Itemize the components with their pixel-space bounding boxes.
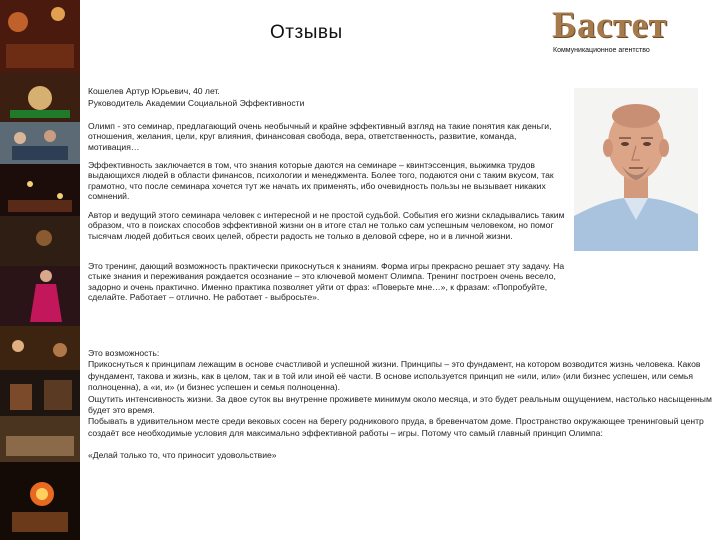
author-block [88,86,570,109]
closing-item-3: Побывать в удивительном месте среди вековых сосен на берегу родникового пруда, в бревенчатом доме. Пространство окружающее тренинговый центр создаёт все необходимые условия для максимально эффективной работы – игры. Потому что самый главный принцип Олимпа: [88,416,704,438]
closing-heading: Это возможность: [88,348,160,358]
author-position: Руководитель Академии Социальной Эффективности [88,98,305,109]
portrait-image [574,88,698,251]
author-portrait [574,88,698,251]
review-paragraph-3: Автор и ведущий этого семинара человек с интересной и не простой судьбой. События его жизни складывались таким образом, что в поисках способов эффективной жизни он в итоге стал не только сам успешным человеком, но помог тысячам людей добиться своих целей, обрести радость не только в деловой сфере, но и в личной жизни. [88,210,565,241]
brand-tagline: Коммуникационное агентство [553,47,650,54]
closing-section [88,348,714,462]
motto: «Делай только то, что приносит удовольствие» [88,450,277,461]
closing-item-1: Прикоснуться к принципам лежащим в основе счастливой и успешной жизни. Принципы – это фундамент, на котором возводится жизнь человека. Каков фундамент, такова и жизнь, как в целом, так и в той или иной её части. В основе используется принцип не «или, или» (или бизнес успешен, или семья полноценна), а «и, и» (и бизнес успешен и семья полноценна). [88,359,701,393]
event-photo-strip [0,0,80,540]
closing-item-2: Ощутить интенсивность жизни. За двое суток вы внутренне проживете минимум около месяца, и это будет реальным ощущением, настолько насыщенным будет это время. [88,393,712,416]
brand-logo-text: Бастет [552,5,668,46]
page-title: Отзывы [270,22,343,43]
event-photos-image [0,0,80,540]
review-paragraph-1: Олимп - это семинар, предлагающий очень необычный и крайне эффективный взгляд на такие понятия как деньги, отношения, желания, цели, круг влияния, финансовая свобода, вера, ответственность, развитие, команда, мотивация… [88,121,552,152]
review-paragraph-4: Это тренинг, дающий возможность практически прикоснуться к знаниям. Форма игры прекрасно решает эту задачу. На стыке знания и переживания рождается осознание – это ключевой момент Олимпа. Тренинг построен очень весело, задорно и очень практично. Именно практика позволяет уйти от фраз: «Поверьте мне…», к фразам: «Попробуйте, сделайте. Работает – отлично. Не работает - выбросьте». [88,261,565,303]
author-name: Кошелев Артур Юрьевич, 40 лет. [88,86,220,96]
review-paragraph-2: Эффективность заключается в том, что знания которые даются на семинаре – квинтэссенция, выжимка трудов выдающихся людей в области финансов, психологии и менеджмента. Более того, подаются они с таким вкусом, так грамотно, что после семинара хочется тут же начать их применять, ибо очевидность пользы не вызывает никаких сомнений. [88,160,554,202]
